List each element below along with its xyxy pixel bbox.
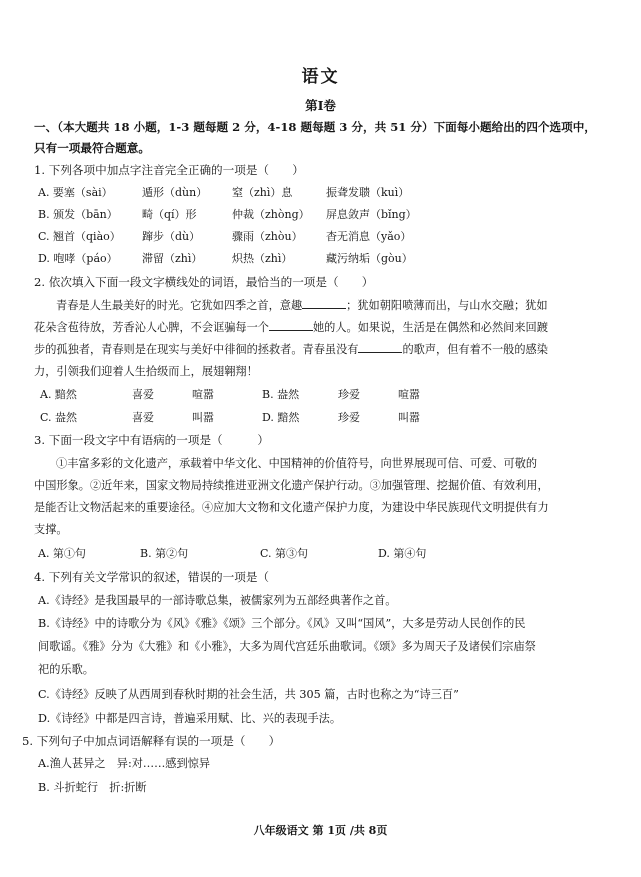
q1-option-cell: B. 颁发（bān） — [38, 208, 118, 221]
q5-option-a: A.渔人甚异之 异:对……感到惊异 — [38, 757, 211, 770]
q1-option-cell: A. 要塞（sài） — [38, 186, 113, 199]
q2-option-cell: A. 黯然 — [40, 388, 77, 401]
q3-passage-line: ①丰富多彩的文化遗产，承载着中华文化、中国精神的价值符号，向世界展现可信、可爱、可敬的 — [56, 457, 538, 470]
q1-option-cell: 窒（zhì）息 — [232, 186, 293, 199]
q1-option-cell: D. 咆哮（páo） — [38, 252, 118, 265]
q1-option-cell: 蹿步（dù） — [142, 230, 201, 243]
q1-option-cell: 藏污纳垢（gòu） — [326, 252, 413, 265]
q3-option-b: B. 第②句 — [140, 547, 189, 560]
q2-option-cell: 喧嚣 — [192, 388, 214, 401]
fill-blank — [269, 320, 313, 331]
q5-stem: 5. 下列句子中加点词语解释有误的一项是（ ） — [22, 734, 281, 748]
q4-option-a: A.《诗经》是我国最早的一部诗歌总集，被儒家列为五部经典著作之首。 — [38, 594, 397, 607]
q2-passage-line — [34, 319, 548, 335]
q3-option-c: C. 第③句 — [260, 547, 309, 560]
page-footer: 八年级语文 第 1页 /共 8页 — [253, 824, 388, 837]
q2-text: ；犹如朝阳喷薄而出，与山水交融；犹如 — [346, 299, 548, 312]
q2-option-cell: 喜爱 — [132, 411, 154, 424]
q3-passage-line: 中国形象。②近年来，国家文物局持续推进亚洲文化遗产保护行动。③加强管理、挖掘价值、有效利用， — [34, 479, 549, 492]
q4-option-b-line: B.《诗经》中的诗歌分为《风》《雅》《颂》三个部分。《风》又叫“国风”，大多是劳动人民创作的民 — [38, 617, 526, 630]
fill-blank — [358, 342, 402, 353]
q2-option-cell: B. 盎然 — [262, 388, 300, 401]
q4-option-d: D.《诗经》中都是四言诗，普遍采用赋、比、兴的表现手法。 — [38, 712, 342, 725]
fill-blank — [302, 298, 346, 309]
q1-option-cell: 骤雨（zhòu） — [232, 230, 303, 243]
q1-option-cell: 炽热（zhì） — [232, 252, 293, 265]
q3-stem: 3. 下面一段文字中有语病的一项是（ ） — [34, 433, 270, 447]
q1-stem: 1. 下列各项中加点字注音完全正确的一项是（ ） — [34, 163, 304, 177]
q4-option-b-line: 祀的乐歌。 — [38, 663, 94, 676]
q3-passage-line: 是能否让文物活起来的重要途径。④应加大文物和文化遗产保护力度，为建设中华民族现代文明提供有力 — [34, 501, 549, 514]
q1-option-cell: 畸（qí）形 — [142, 208, 197, 221]
q2-option-cell: C. 盎然 — [40, 411, 78, 424]
volume-label: 第Ⅰ卷 — [305, 98, 336, 113]
q5-option-b: B. 斗折蛇行 折:折断 — [38, 781, 147, 794]
q2-passage-line — [56, 297, 548, 313]
q4-option-b-line: 间歌谣。《雅》分为《大雅》和《小雅》，大多为周代宫廷乐曲歌词。《颂》多为周天子及诸侯们宗庙祭 — [38, 640, 536, 653]
q3-option-d: D. 第④句 — [378, 547, 427, 560]
q2-option-cell: 喜爱 — [132, 388, 154, 401]
q2-option-cell: 珍爱 — [338, 411, 360, 424]
q2-text: 花朵含苞待放，芳香沁人心脾，不会诓骗每一个 — [34, 321, 269, 334]
q2-text: 她的人。如果说，生活是在偶然和必然间来回踱 — [312, 321, 548, 334]
q2-option-cell: 叫嚣 — [192, 411, 214, 424]
q2-option-cell: 珍爱 — [338, 388, 360, 401]
q3-passage-line: 支撑。 — [34, 523, 68, 536]
q4-option-c: C.《诗经》反映了从西周到春秋时期的社会生活，共 305 篇，古时也称之为“诗三百” — [38, 688, 459, 701]
q1-option-cell: 仲裁（zhòng） — [232, 208, 310, 221]
q2-text: 的歌声，但有着不一般的感染 — [402, 343, 548, 356]
page-title: 语文 — [301, 67, 340, 87]
q1-option-cell: 滞留（zhì） — [142, 252, 203, 265]
q2-passage-line: 力，引领我们迎着人生拾级而上，展翅翱翔！ — [34, 365, 258, 378]
q2-option-cell: 喧嚣 — [398, 388, 420, 401]
q1-option-cell: 遁形（dùn） — [142, 186, 208, 199]
q1-option-cell: C. 翘首（qiào） — [38, 230, 121, 243]
section-header-line2: 只有一项最符合题意。 — [34, 141, 150, 155]
q1-option-cell: 振聋发聩（kuì） — [326, 186, 410, 199]
q3-option-a: A. 第①句 — [38, 547, 86, 560]
q2-stem: 2. 依次填入下面一段文字横线处的词语，最恰当的一项是（ ） — [34, 275, 374, 289]
q1-option-cell: 杳无消息（yǎo） — [326, 230, 412, 243]
q4-stem: 4. 下列有关文学常识的叙述，错误的一项是（ — [34, 570, 270, 584]
q2-passage-line — [34, 341, 548, 357]
q2-text: 青春是人生最美好的时光。它犹如四季之首，意趣 — [56, 299, 303, 312]
section-header-line1: 一、（本大题共 18 小题，1-3 题每题 2 分，4-18 题每题 3 分，共 51 分）下面每小题给出的四个选项中， — [34, 120, 596, 134]
q1-option-cell: 屏息敛声（bǐng） — [326, 208, 417, 221]
q2-text: 步的孤独者，青春则是在现实与美好中徘徊的拯救者。青春虽没有 — [34, 343, 359, 356]
q2-option-cell: 叫嚣 — [398, 411, 420, 424]
q2-option-cell: D. 黯然 — [262, 411, 300, 424]
